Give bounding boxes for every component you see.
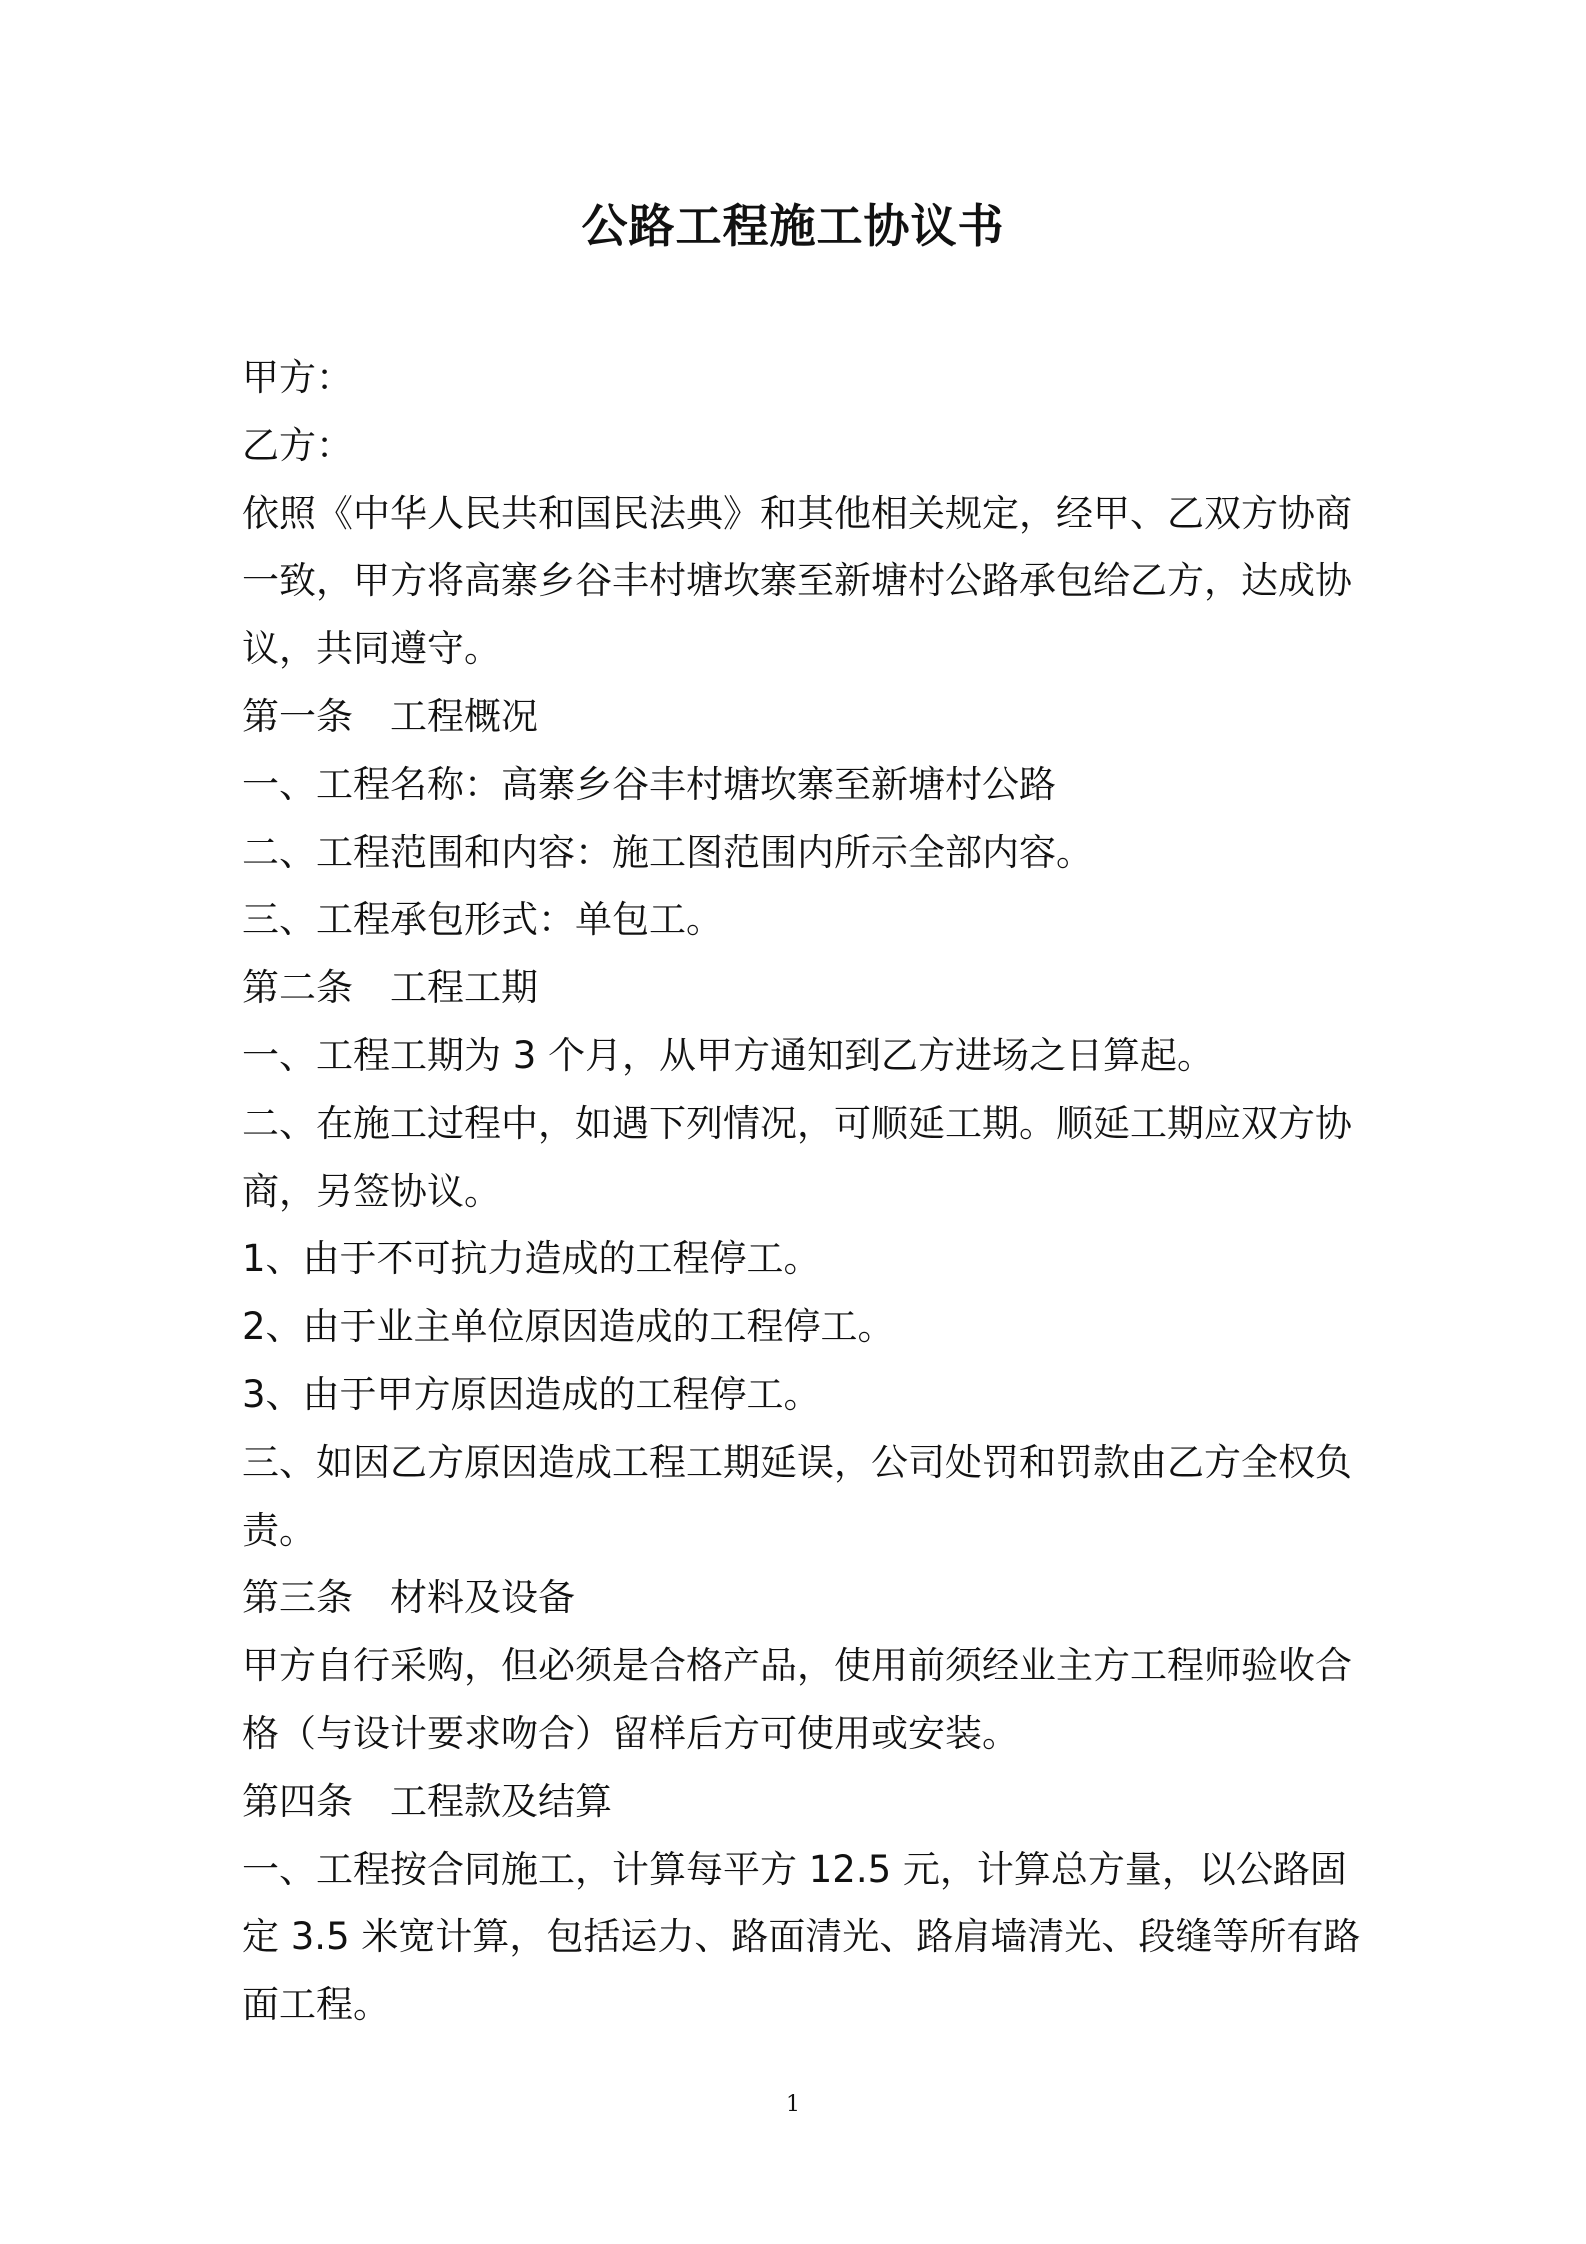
party-b-line: 乙方： [242,423,353,467]
document-title: 公路工程施工协议书 [581,199,1005,253]
article-1-item-3: 三、工程承包形式：单包工。 [242,898,723,942]
preamble-line-1: 依照《中华人民共和国民法典》和其他相关规定，经甲、乙双方协商 [242,491,1352,535]
article-2-item-3-line-2: 责。 [242,1508,316,1552]
article-1-heading: 第一条 工程概况 [242,694,538,738]
article-3-text-line-2: 格（与设计要求吻合）留样后方可使用或安装。 [242,1711,1019,1755]
party-a-line: 甲方： [242,356,353,399]
article-2-subitem-1: 1、由于不可抗力造成的工程停工。 [242,1237,821,1281]
article-2-item-1: 一、工程工期为 3 个月，从甲方通知到乙方进场之日算起。 [242,1033,1215,1077]
article-1-item-1: 一、工程名称：高寨乡谷丰村塘坎寨至新塘村公路 [242,762,1056,806]
article-4-item-1-line-1: 一、工程按合同施工，计算每平方 12.5 元，计算总方量，以公路固 [242,1847,1347,1891]
article-3-heading: 第三条 材料及设备 [242,1576,575,1620]
article-4-heading: 第四条 工程款及结算 [242,1779,612,1823]
article-2-item-3-line-1: 三、如因乙方原因造成工程工期延误，公司处罚和罚款由乙方全权负 [242,1440,1352,1484]
article-2-heading: 第二条 工程工期 [242,966,538,1010]
page-number: 1 [786,2092,800,2117]
article-2-item-2-line-2: 商，另签协议。 [242,1169,501,1213]
document-body [242,344,1362,2039]
article-3-text-line-1: 甲方自行采购，但必须是合格产品，使用前须经业主方工程师验收合 [242,1644,1352,1688]
article-2-subitem-2: 2、由于业主单位原因造成的工程停工。 [242,1305,895,1349]
preamble-line-3: 议，共同遵守。 [242,627,501,671]
preamble-line-2: 一致，甲方将高寨乡谷丰村塘坎寨至新塘村公路承包给乙方，达成协 [242,559,1352,603]
article-1-item-2: 二、工程范围和内容：施工图范围内所示全部内容。 [242,830,1093,874]
article-4-item-1-line-2: 定 3.5 米宽计算，包括运力、路面清光、路肩墙清光、段缝等所有路 [242,1915,1361,1959]
article-2-subitem-3: 3、由于甲方原因造成的工程停工。 [242,1372,821,1416]
article-2-item-2-line-1: 二、在施工过程中，如遇下列情况，可顺延工期。顺延工期应双方协 [242,1101,1352,1145]
article-4-item-1-line-3: 面工程。 [242,1983,390,2027]
